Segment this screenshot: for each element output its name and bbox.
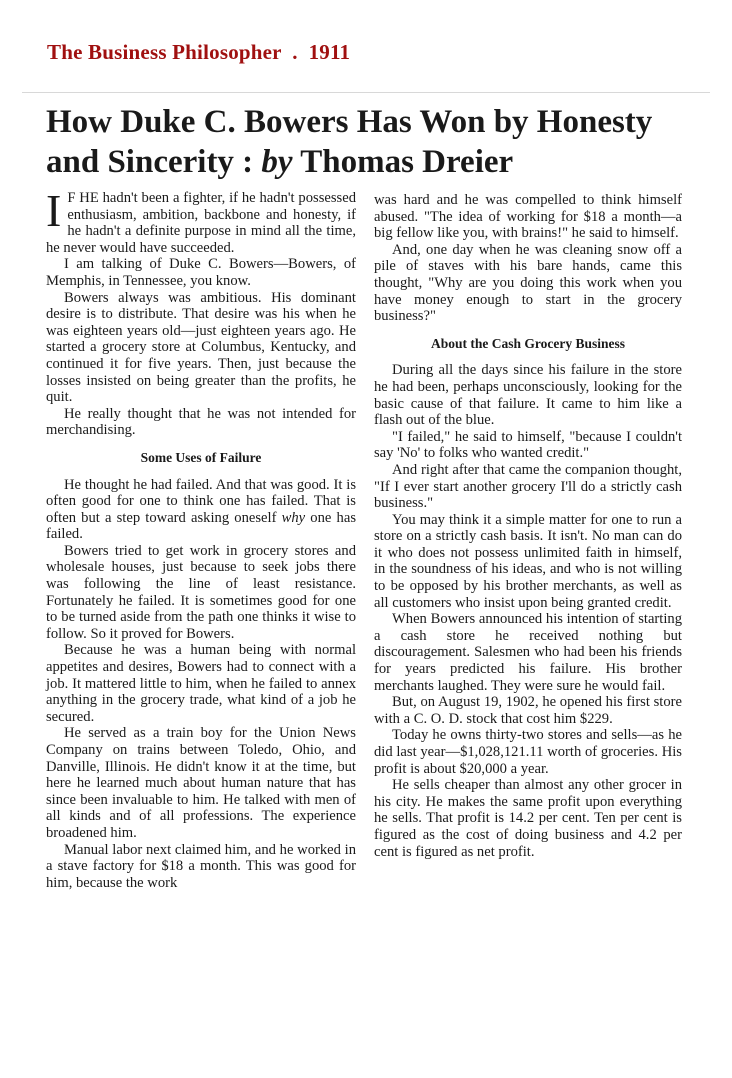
section-heading: About the Cash Grocery Business	[430, 335, 626, 351]
title-author: Thomas Dreier	[292, 144, 514, 180]
paragraph: I F HE hadn't been a fighter, if he hadn't possessed enthusiasm, ambition, backbone and honesty, if he hadn't a definite purpose in mind all the time, he never would have succeeded.	[46, 185, 356, 256]
paragraph: Because he was a human being with normal appetites and desires, Bowers had to connect with a job. It mattered little to him, when he failed to annex anything in the grocery trade, what kind of a job he secured.	[46, 642, 356, 725]
paragraph: He really thought that he was not intended for merchandising.	[46, 405, 356, 439]
paragraph: And right after that came the companion thought, "If I ever start another grocery I'll do a strictly cash business."	[374, 461, 682, 512]
drop-cap: I	[46, 185, 62, 236]
paragraph: Today he owns thirty-two stores and sells—as he did last year—$1,028,121.11 worth of groceries. His profit is about $20,000 a year.	[374, 727, 682, 777]
title-by: by	[261, 144, 293, 180]
paragraph: "I failed," he said to himself, "because I couldn't say 'No' to folks who wanted credit."	[374, 428, 682, 462]
paragraph: was hard and he was compelled to think himself abused. "The idea of working for $18 a month—a big fellow like you, with brains!" he said to himself.	[374, 192, 682, 242]
article-title	[46, 102, 696, 182]
paragraph: And, one day when he was cleaning snow off a pile of staves with his bare hands, came this thought, "Why are you doing this work when you have money enough to start in the grocery business?"	[374, 241, 682, 325]
paragraph: When Bowers announced his intention of starting a cash store he received nothing but discouragement. Salesmen who had been his friends for years predicted his failure. His brother merchants laughed. They were sure he would fail.	[374, 611, 682, 694]
title-main: How Duke C. Bowers Has Won by Honesty and Sincerity :	[46, 104, 653, 180]
paragraph: Bowers always was ambitious. His dominant desire is to distribute. That desire was his when he was eighteen years old—just eighteen years ago. He started a grocery store at Columbus, Kentucky, and continued it for five years. Then, just because the losses insisted on being greater than the profits, he quit.	[46, 289, 356, 406]
paragraph: Bowers tried to get work in grocery stores and wholesale houses, just because to seek jobs there was following the line of least resistance. Fortunately he failed. It is sometimes good for one to be turned aside from the path one thinks it wise to follow. So it proved for Bowers.	[46, 542, 356, 642]
paragraph: He served as a train boy for the Union News Company on trains between Toledo, Ohio, and Danville, Illinois. He didn't know it at the time, but here he learned much about human nature that has since been invaluable to him. He talked with men of all kinds and of all professions. The experience broadened him.	[46, 725, 356, 841]
left-column	[46, 185, 356, 891]
paragraph: You may think it a simple matter for one to run a store on a strictly cash basis. It isn't. No man can do it who does not possess unlimited faith in himself, in the soundness of his ideas, and who is not willing to be opposed by his brother merchants, as well as all customers who insist upon being granted credit.	[374, 511, 682, 611]
paragraph: During all the days since his failure in the store he had been, perhaps unconsciously, looking for the basic cause of that failure. It came to him like a flash out of the blue.	[374, 362, 682, 429]
right-column	[374, 192, 682, 860]
header-divider	[22, 92, 710, 93]
emphasis: why	[281, 509, 306, 526]
paragraph: He sells cheaper than almost any other grocer in his city. He makes the same profit upon everything he sells. That profit is 14.2 per cent. Ten per cent is figured as the cost of doing business and 4.2 per cent is figured as net profit.	[374, 777, 682, 860]
section-heading: Some Uses of Failure	[140, 449, 262, 465]
paragraph: Manual labor next claimed him, and he worked in a stave factory for $18 a month. This was good for him, because the work	[46, 841, 356, 891]
publication-header: The Business Philosopher . 1911	[47, 40, 351, 64]
paragraph: I am talking of Duke C. Bowers—Bowers, of Memphis, in Tennessee, you know.	[46, 256, 356, 289]
paragraph: But, on August 19, 1902, he opened his first store with a C. O. D. stock that cost him $229.	[374, 694, 682, 727]
paragraph: He thought he had failed. And that was good. It is often good for one to think one has failed. That is often but a step toward asking oneself why one has failed.	[46, 476, 356, 543]
